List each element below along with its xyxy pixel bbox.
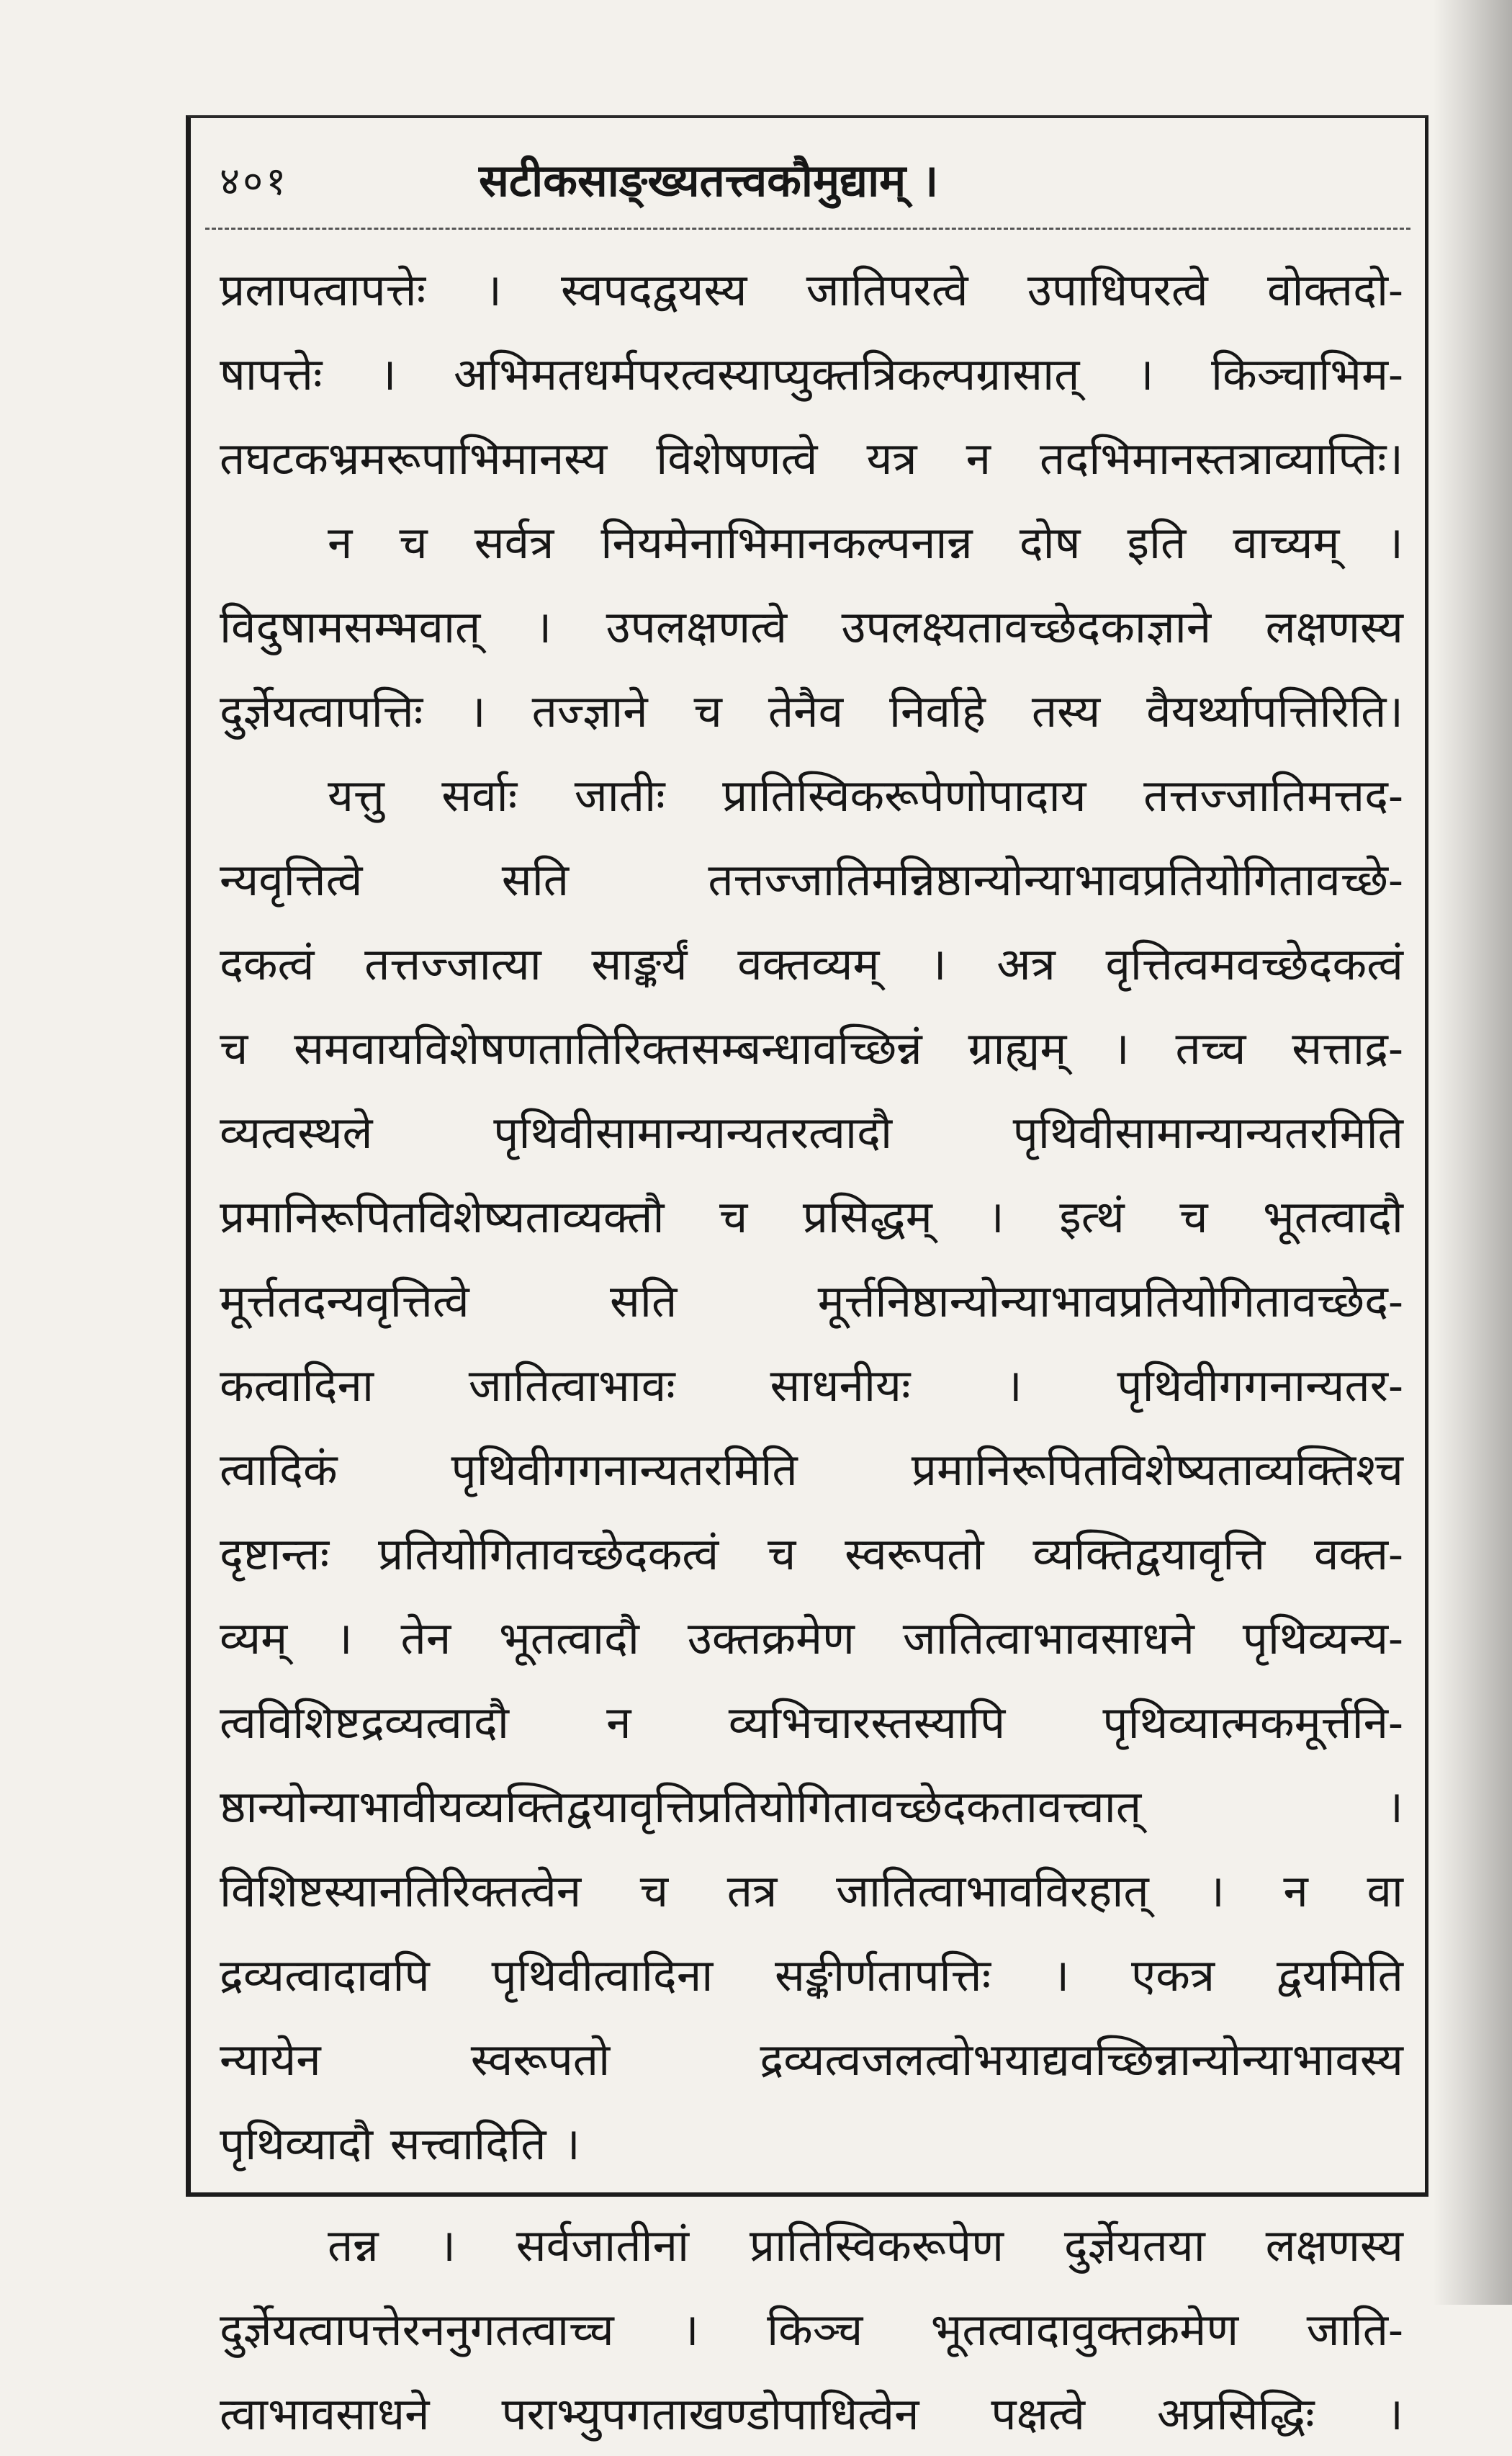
page-frame [186,115,1428,2440]
text-line: मूर्त्ततदन्यवृत्तित्वे सति मूर्त्तनिष्ठान्योन्याभावप्रतियोगितावच्छेद- [220,1275,1403,1327]
text-line: त्वाभावसाधने पराभ्युपगताखण्डोपाधित्वेन पक्षत्वे अप्रसिद्धिः । [220,2388,1403,2440]
page-number: ४०१ [220,158,289,204]
page-header [212,147,1410,212]
text-line: प्रमानिरूपितविशेष्यताव्यक्तौ च प्रसिद्धम् । इत्थं च भूतत्वादौ [220,1191,1403,1243]
text-line: त्वविशिष्टद्रव्यत्वादौ न व्यभिचारस्तस्यापि पृथिव्यात्मकमूर्त्तनि- [220,1696,1403,1749]
text-line: तन्न । सर्वजातीनां प्रातिस्विकरूपेण दुर्ज्ञेयतया लक्षणस्य [328,2219,1403,2272]
text-line: पृथिव्यादौ सत्त्वादिति । [220,2117,580,2170]
text-line: दृष्टान्तः प्रतियोगितावच्छेदकत्वं च स्वरूपतो व्यक्तिद्वयावृत्ति वक्त- [220,1528,1403,1580]
text-line: तघटकभ्रमरूपाभिमानस्य विशेषणत्वे यत्र न तदभिमानस्तत्राव्याप्तिः। [220,432,1403,485]
text-line: ष्ठान्योन्याभावीयव्यक्तिद्वयावृत्तिप्रतियोगितावच्छेदकतावत्त्वात् । [220,1780,1403,1833]
text-line: न्यायेन स्वरूपतो द्रव्यत्वजलत्वोभयाद्यवच्छिन्नान्योन्याभावस्य [220,2033,1403,2086]
text-line: व्यत्वस्थले पृथिवीसामान्यान्यतरत्वादौ पृथिवीसामान्यान्यतरमिति [220,1106,1403,1159]
text-line: दुर्ज्ञेयत्वापत्तेरननुगतत्वाच्च । किञ्च भूतत्वादावुक्तक्रमेण जाति- [220,2303,1403,2356]
text-line: यत्तु सर्वाः जातीः प्रातिस्विकरूपेणोपादाय तत्तज्जातिमत्तद- [328,769,1403,822]
text-line: दुर्ज्ञेयत्वापत्तिः । तज्ज्ञाने च तेनैव निर्वाहे तस्य वैयर्थ्यापत्तिरिति। [220,685,1403,738]
text-line: द्रव्यत्वादावपि पृथिवीत्वादिना सङ्कीर्णतापत्तिः । एकत्र द्वयमिति [220,1949,1403,2002]
header-divider [205,228,1410,230]
text-line: न च सर्वत्र नियमेनाभिमानकल्पनान्न दोष इति वाच्यम् । [328,516,1403,569]
paragraph-gap [220,2186,1403,2203]
body-text [220,248,1403,2456]
text-line: त्वादिकं पृथिवीगगनान्यतरमिति प्रमानिरूपितविशेष्यताव्यक्तिश्च [220,1443,1403,1496]
text-line: प्रलापत्वापत्तेः । स्वपदद्वयस्य जातिपरत्वे उपाधिपरत्वे वोक्तदो- [220,264,1403,316]
text-line: कत्वादिना जातित्वाभावः साधनीयः । पृथिवीगगनान्यतर- [220,1359,1403,1412]
page-edge-shadow [1433,0,1512,2305]
text-line: षापत्तेः । अभिमतधर्मपरत्वस्याप्युक्तत्रिकल्पग्रासात् । किञ्चाभिम- [220,348,1403,400]
running-title: सटीकसाङ्ख्यतत्त्वकौमुद्याम् । [479,154,939,207]
text-line: विदुषामसम्भवात् । उपलक्षणत्वे उपलक्ष्यतावच्छेदकाज्ञाने लक्षणस्य [220,601,1403,653]
text-line: व्यम् । तेन भूतत्वादौ उक्तक्रमेण जातित्वाभावसाधने पृथिव्यन्य- [220,1612,1403,1664]
text-line: दकत्वं तत्तज्जात्या साङ्कर्यं वक्तव्यम् । अत्र वृत्तित्वमवच्छेदकत्वं [220,938,1403,990]
text-line: न्यवृत्तित्वे सति तत्तज्जातिमन्निष्ठान्योन्याभावप्रतियोगितावच्छे- [220,853,1403,906]
text-line: विशिष्टस्यानतिरिक्तत्वेन च तत्र जातित्वाभावविरहात् । न वा [220,1865,1403,1917]
text-line: च समवायविशेषणतातिरिक्तसम्बन्धावच्छिन्नं ग्राह्यम् । तच्च सत्ताद्र- [220,1022,1403,1075]
